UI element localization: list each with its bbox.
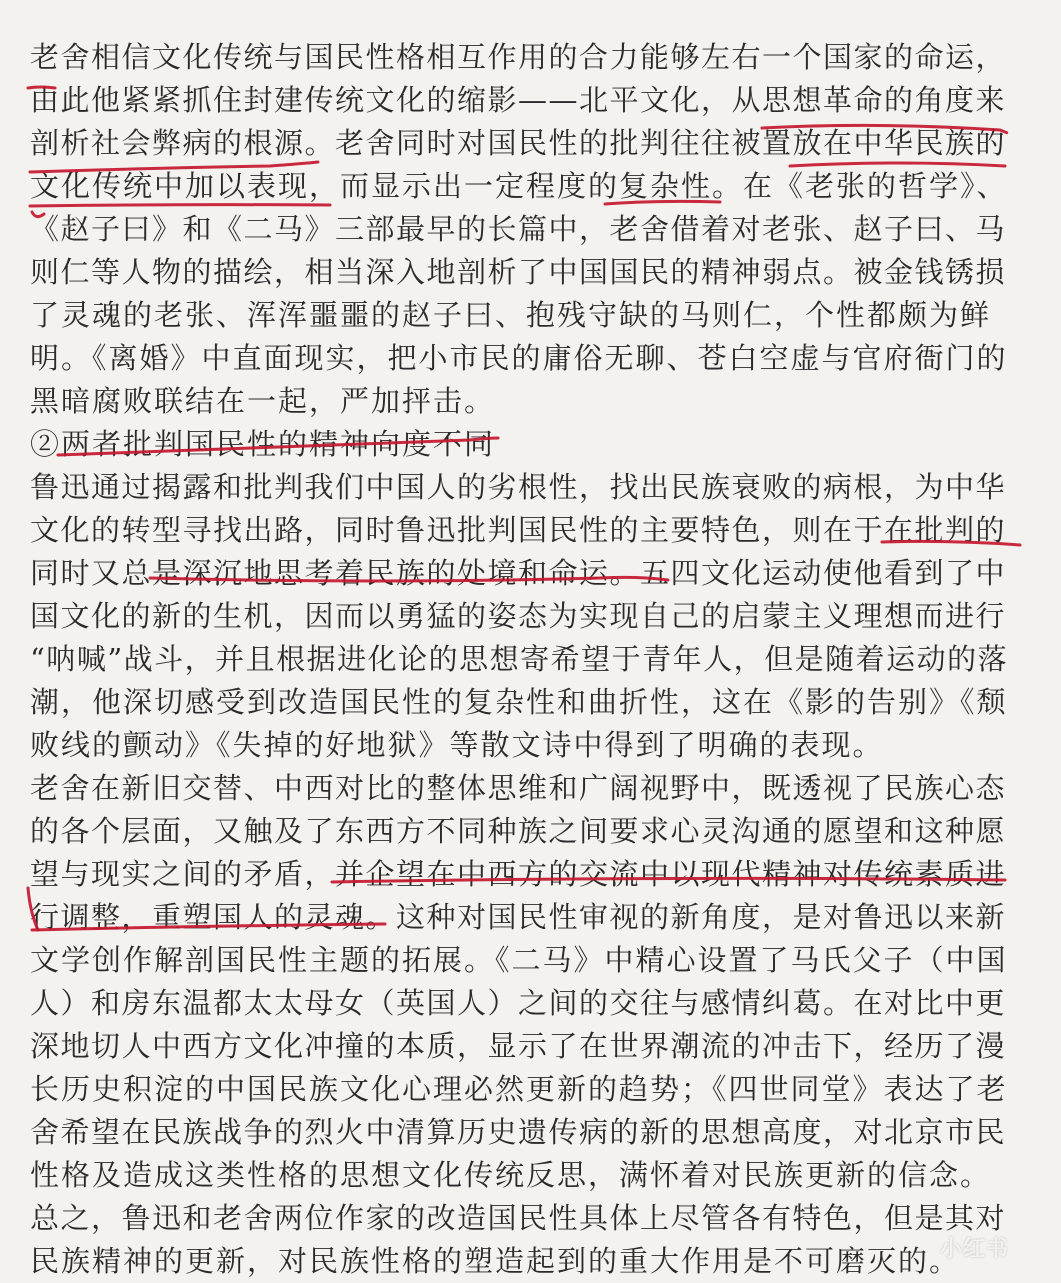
text-line: 老舍相信文化传统与国民性格相互作用的合力能够左右一个国家的命运， (30, 40, 1007, 74)
text-line: 文化的转型寻找出路，同时鲁迅批判国民性的主要特色，则在于在批判的 (30, 513, 1007, 547)
text-line: 文学创作解剖国民性主题的拓展。《二马》中精心设置了马氏父子（中国 (30, 943, 1008, 977)
text-line: 民族精神的更新，对民族性格的塑造起到的重大作用是不可磨灭的。 (30, 1244, 961, 1278)
text-line: 了灵魂的老张、浑浑噩噩的赵子曰、抱残守缺的马则仁，个性都颇为鲜 (30, 298, 992, 332)
text-line: 的各个层面，又触及了东西方不同种族之间要求心灵沟通的愿望和这种愿 (30, 814, 1007, 848)
text-line: 深地切人中西方文化冲撞的本质，显示了在世界潮流的冲击下，经历了漫 (30, 1029, 1007, 1063)
text-line: 明。《离婚》中直面现实，把小市民的庸俗无聊、苍白空虚与官府衙门的 (30, 341, 1008, 375)
text-line: 鲁迅通过揭露和批判我们中国人的劣根性，找出民族衰败的病根，为中华 (30, 470, 1007, 504)
text-line: 性格及造成这类性格的思想文化传统反思，满怀着对民族更新的信念。 (30, 1158, 992, 1192)
text-line: 剖析社会弊病的根源。老舍同时对国民性的批判往往被置放在中华民族的 (30, 126, 1007, 160)
text-line: 行调整，重塑国人的灵魂。这种对国民性审视的新角度，是对鲁迅以来新 (30, 900, 1007, 934)
text-line: 则仁等人物的描绘，相当深入地剖析了中国国民的精神弱点。被金钱锈损 (30, 255, 1007, 289)
watermark-logo: 小红书 (940, 1237, 1010, 1262)
text-line: 人）和房东温都太太母女（英国人）之间的交往与感情纠葛。在对比中更 (30, 986, 1007, 1020)
text-line: 长历史积淀的中国民族文化心理必然更新的趋势；《四世同堂》表达了老 (30, 1072, 1008, 1106)
text-line: 舍希望在民族战争的烈火中清算历史遗传病的新的思想高度，对北京市民 (30, 1115, 1007, 1149)
text-line: 潮，他深切感受到改造国民性的复杂性和曲折性，这在《影的告别》《颓 (30, 685, 1008, 719)
text-line: 同时又总是深沉地思考着民族的处境和命运。五四文化运动使他看到了中 (30, 556, 1007, 590)
text-line: 文化传统中加以表现，而显示出一定程度的复杂性。在《老张的哲学》、 (30, 169, 1008, 203)
text-line: 由此他紧紧抓住封建传统文化的缩影——北平文化，从思想革命的角度来 (30, 83, 1007, 117)
text-line: 《赵子曰》和《二马》三部最早的长篇中，老舍借着对老张、赵子曰、马 (30, 212, 1007, 246)
text-line: ②两者批判国民性的精神向度不同 (30, 427, 496, 461)
text-line: 老舍在新旧交替、中西对比的整体思维和广阔视野中，既透视了民族心态 (30, 771, 1007, 805)
text-line: 总之，鲁迅和老舍两位作家的改造国民性具体上尽管各有特色，但是其对 (30, 1201, 1007, 1235)
text-line: 黑暗腐败联结在一起，严加抨击。 (30, 384, 496, 418)
text-line: 望与现实之间的矛盾，并企望在中西方的交流中以现代精神对传统素质进 (30, 857, 1007, 891)
text-line: 败线的颤动》《失掉的好地狱》等散文诗中得到了明确的表现。 (30, 728, 884, 762)
text-line: 国文化的新的生机，因而以勇猛的姿态为实现自己的启蒙主义理想而进行 (30, 599, 1007, 633)
text-line: “呐喊”战斗，并且根据进化论的思想寄希望于青年人，但是随着运动的落 (30, 642, 1009, 676)
